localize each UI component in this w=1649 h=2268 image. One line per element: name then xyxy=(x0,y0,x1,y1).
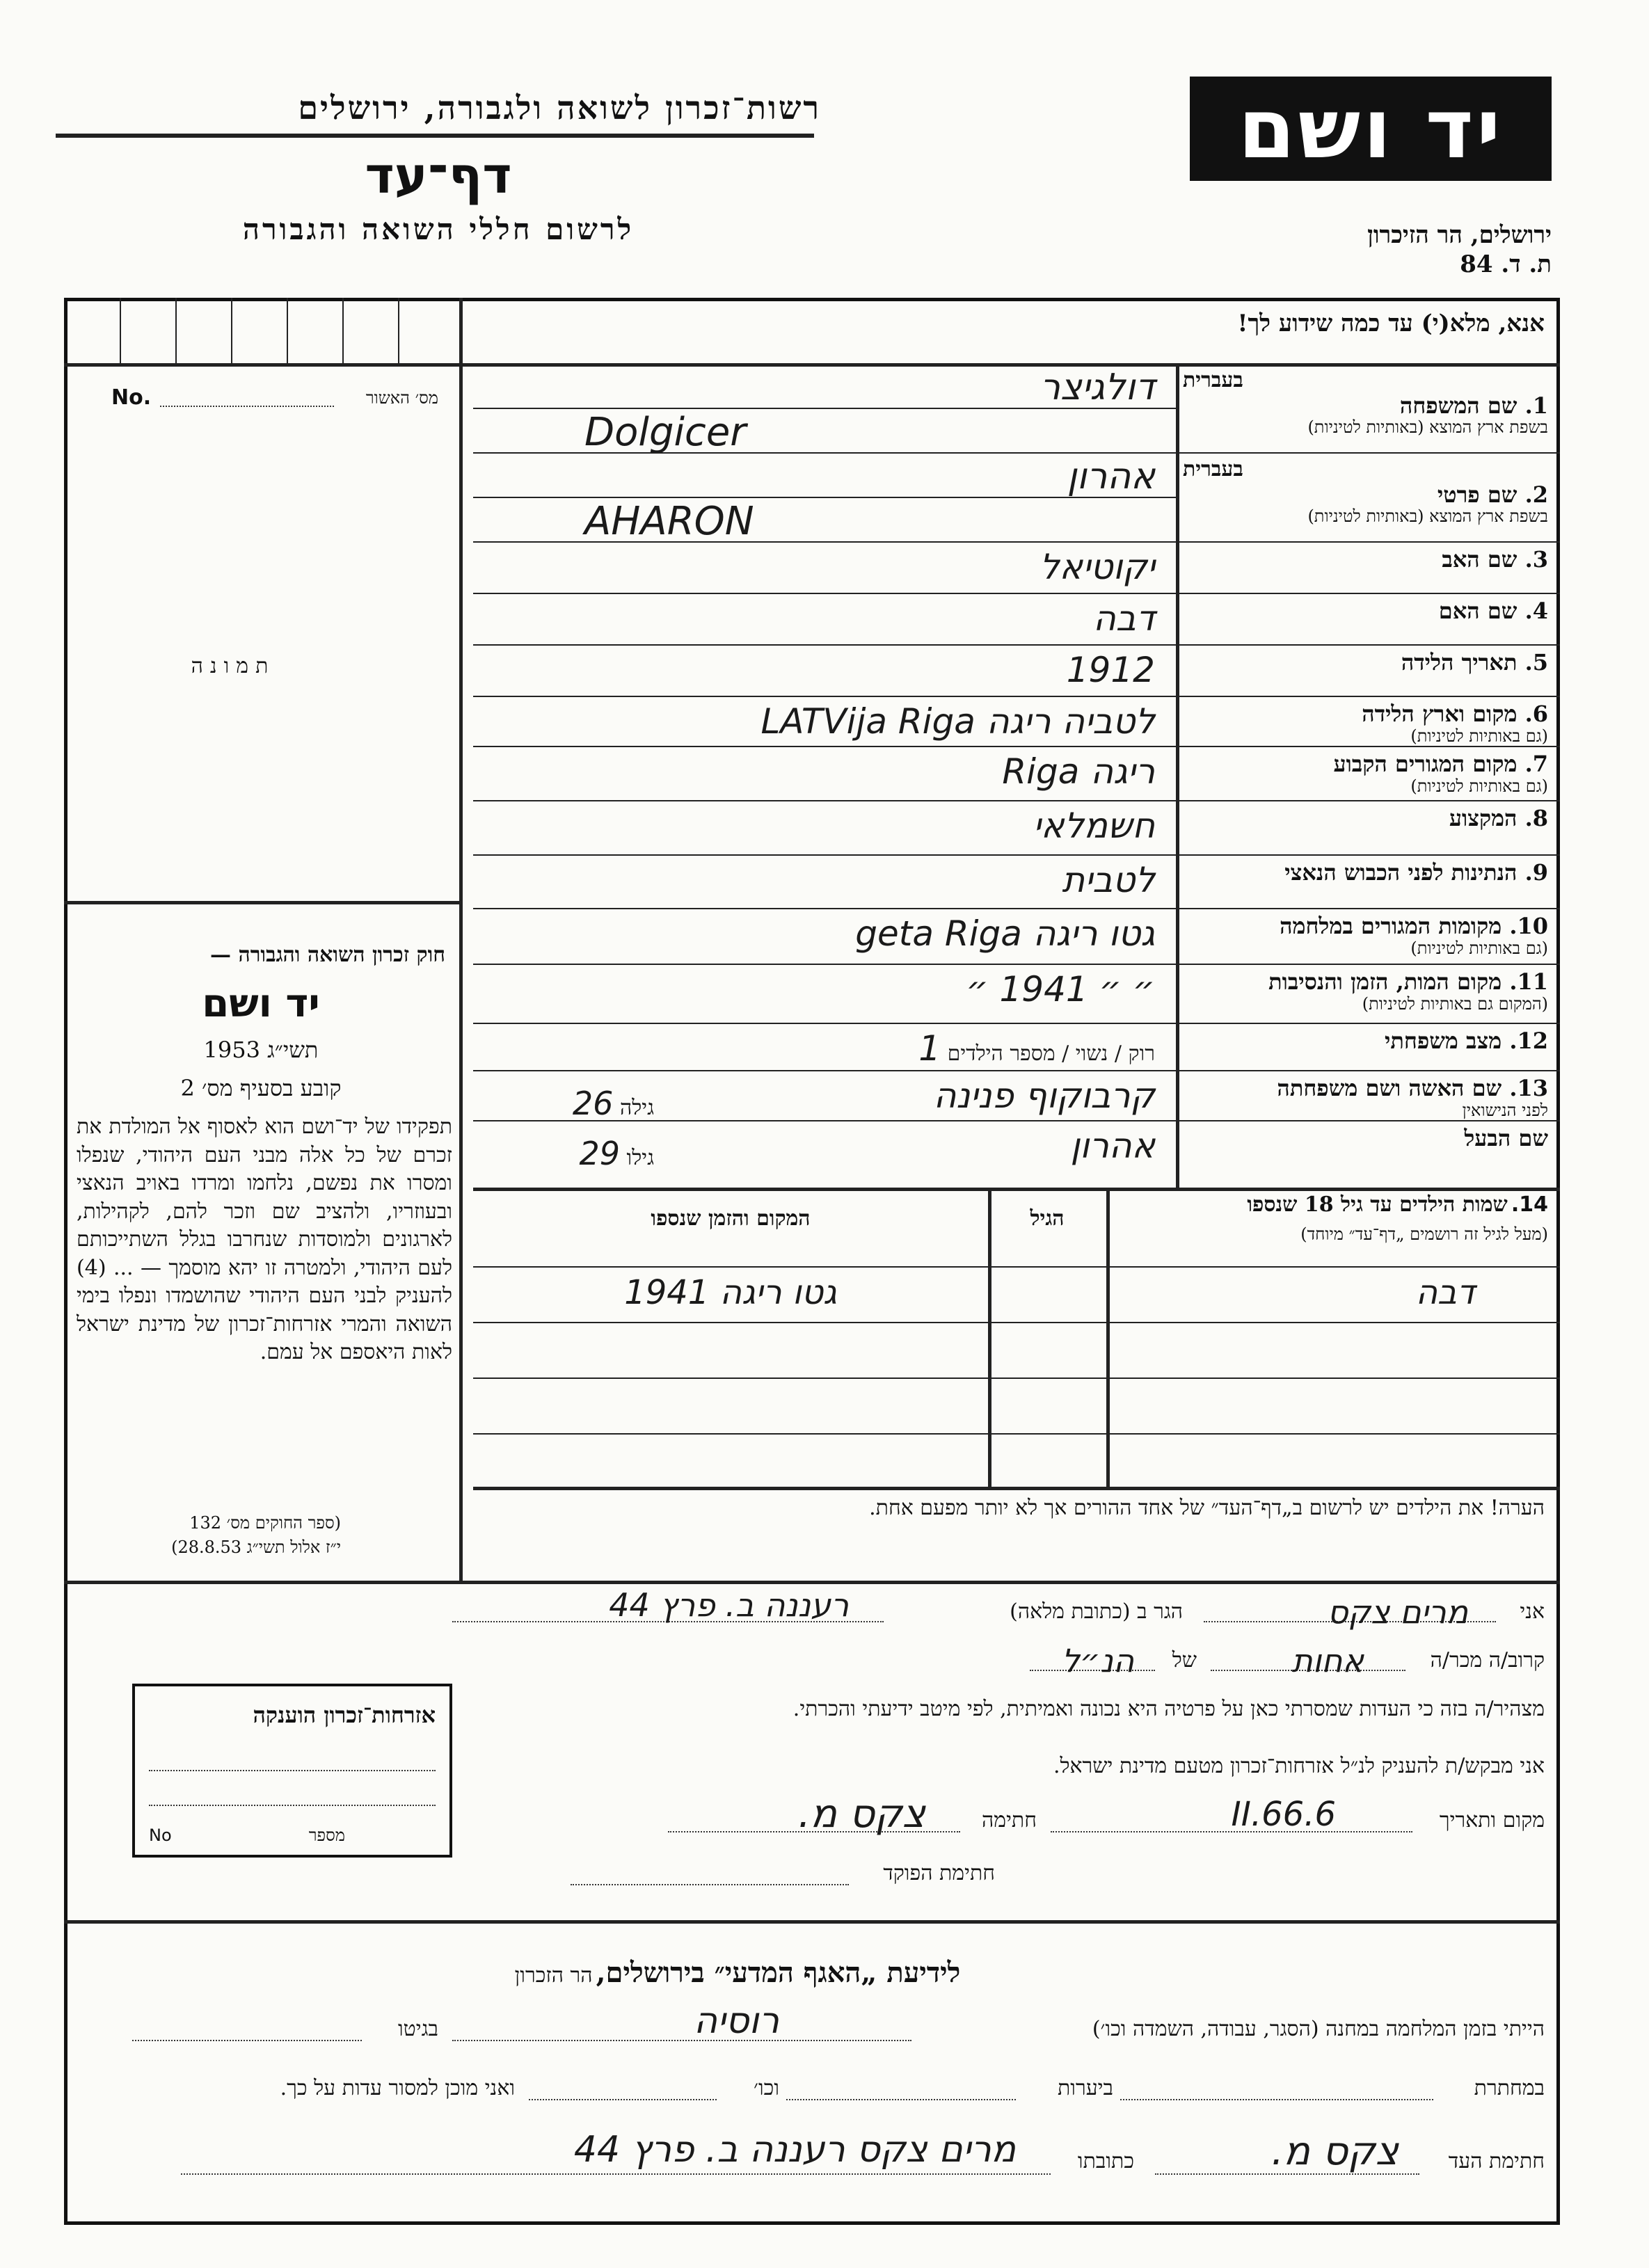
witness-address[interactable]: רעננה ב. פרץ 44 xyxy=(609,1586,849,1624)
field-tag: בעברית xyxy=(1183,457,1243,481)
label-row-separator xyxy=(1176,696,1560,697)
child-place[interactable]: גטו ריגה 1941 xyxy=(624,1273,837,1312)
field-value-10[interactable]: גטו ריגה geta Riga xyxy=(855,913,1155,954)
science-line-2: במחתרת ביערות וכו׳ ואני מוכן למסור עדות על כך. xyxy=(280,2076,1545,2100)
form-subtitle: לרשום חללי השואה והגבורה xyxy=(242,212,635,246)
label-row-separator xyxy=(1176,800,1560,801)
field-tag: בעברית xyxy=(1183,368,1243,392)
field-label-text: 7. מקום המגורים הקבוע xyxy=(1333,751,1548,777)
instruction: אנא, מלא(י) עד כמה שידוע לך! xyxy=(1237,310,1545,337)
children-sub: (מעל לגיל זה רושמים „דף־עד״ מיוחד) xyxy=(1300,1224,1548,1244)
value-row-separator xyxy=(473,1120,1176,1121)
field-label-4 xyxy=(1183,598,1548,624)
science-title: לידיעת „האגף המדעי״ בירושלים, הר הזכרון xyxy=(514,1956,961,1989)
law-ref-2: י״ז אלול תשי״ג 28.8.53) xyxy=(171,1538,341,1557)
label-row-separator xyxy=(1176,452,1560,454)
field-value-14[interactable]: אהרון xyxy=(1070,1126,1155,1166)
field-label-text: 6. מקום וארץ הלידה xyxy=(1362,701,1548,727)
field-label-text: 5. תאריך הלידה xyxy=(1401,649,1548,676)
children-row-separator xyxy=(473,1433,1560,1435)
field-label-text: 1. שם המשפחה xyxy=(1399,392,1548,419)
camp-value[interactable]: רוסיה xyxy=(694,2000,779,2042)
field-value-latin-1[interactable]: Dolgicer xyxy=(584,410,747,455)
field-value-5[interactable]: 1912 xyxy=(1066,650,1155,690)
value-row-separator xyxy=(473,746,1176,747)
witness-request: אני מבקש/ת להעניק לנ״ל אזרחות־זכרון מטעם מדינת ישראל. xyxy=(1053,1754,1545,1778)
label-column-divider xyxy=(1176,363,1179,1188)
value-row-separator xyxy=(473,644,1176,646)
value-row-separator xyxy=(473,854,1176,856)
value-row-separator xyxy=(473,1023,1176,1024)
law-name: יד ושם xyxy=(202,981,320,1026)
law-title: חוק זכרון השואה והגבורה — xyxy=(210,943,445,967)
label-row-separator xyxy=(1176,644,1560,646)
label-row-separator xyxy=(1176,541,1560,543)
value-row-separator xyxy=(473,1070,1176,1071)
photo-placeholder: תמונה xyxy=(191,654,276,678)
yad-vashem-logo: יד ושם xyxy=(1190,77,1552,181)
field-label-text: 11. מקום המות, הזמן והנסיבות xyxy=(1268,968,1548,995)
field-value-3[interactable]: יקוטיאל xyxy=(1039,547,1155,587)
age-field xyxy=(487,1135,654,1172)
value-row-separator xyxy=(473,593,1176,594)
age-field xyxy=(487,1085,654,1122)
reg-no-row xyxy=(111,386,438,414)
value-row-separator xyxy=(473,541,1176,543)
witness-address-2[interactable]: מרים צקס רעננה ב. פרץ 44 xyxy=(573,2129,1016,2171)
marital-options: רוק / נשוי / מספר הילדים xyxy=(941,1041,1155,1066)
field-value-7[interactable]: ריגה Riga xyxy=(1002,751,1155,792)
value-row-separator xyxy=(473,696,1176,697)
label-row-separator xyxy=(1176,964,1560,965)
field-label-text: 10. מקומות המגורים במלחמה xyxy=(1280,913,1548,939)
field-label-sub: לפני הנישואין xyxy=(1462,1100,1548,1120)
law-ref-1: (ספר החוקים מס׳ 132 xyxy=(189,1513,341,1533)
note-top-line xyxy=(473,1487,1560,1490)
reg-no-prefix: No. xyxy=(111,385,152,410)
field-value-hebrew-2[interactable]: אהרון xyxy=(1067,456,1155,497)
witness-line-2: קרוב/ה מכר/ה אחות של הנ״ל xyxy=(77,1642,1545,1684)
field-value-latin-2[interactable]: AHARON xyxy=(584,499,754,544)
field-value-11[interactable]: ״ ״ 1941 ״ xyxy=(966,969,1155,1009)
field-value-13[interactable]: קרבוקוף פנינה xyxy=(933,1076,1155,1116)
instruction-divider xyxy=(459,298,463,363)
witness-date[interactable]: 6.II.66 xyxy=(1231,1795,1336,1834)
witness-declaration: מצהיר/ה בזה כי העדות שמסרתי כאן על פרטיה היא נכונה ואמיתית, לפי מיטב ידיעתי והכרתי. xyxy=(792,1697,1545,1721)
field-label-sub: (המקום גם באותיות לטיניות) xyxy=(1362,993,1548,1014)
label-row-separator xyxy=(1176,593,1560,594)
field-value-4[interactable]: דבה xyxy=(1093,598,1155,639)
children-count[interactable]: 1 xyxy=(918,1028,941,1069)
value-row-separator xyxy=(473,964,1176,965)
witness-line-sign: מקום ותאריך 6.II.66 חתימה צקס מ. xyxy=(77,1795,1545,1844)
field-label-text: שם הבעל xyxy=(1464,1125,1548,1151)
form-title: דף־עד xyxy=(365,146,512,205)
label-row-separator xyxy=(1176,854,1560,856)
left-panel-divider xyxy=(459,363,463,1581)
field-label-14 xyxy=(1183,1126,1548,1151)
children-age-divider xyxy=(988,1188,991,1487)
field-label-13 xyxy=(1183,1076,1548,1120)
witness-relation[interactable]: אחות xyxy=(1291,1642,1364,1679)
authority-title: רשות־זכרון לשואה ולגבורה, ירושלים xyxy=(298,89,821,127)
witness-name[interactable]: מרים צקס xyxy=(1327,1593,1468,1631)
field-value-8[interactable]: חשמלאי xyxy=(1033,806,1155,846)
authority-underline xyxy=(56,134,814,138)
age-value[interactable]: 26 xyxy=(572,1085,614,1122)
citizenship-no-prefix: No xyxy=(149,1826,172,1845)
witness-sig-2[interactable]: צקס מ. xyxy=(1271,2129,1399,2174)
field-label-12 xyxy=(1183,1028,1548,1054)
field-label-text: 8. המקצוע xyxy=(1449,805,1548,831)
field-label-text: 2. שם פרטי xyxy=(1437,481,1548,508)
field-value-6[interactable]: לטביה ריגה LATVija Riga xyxy=(760,701,1155,742)
citizenship-box-title: אזרחות־זכרון הוענקה xyxy=(253,1702,436,1728)
age-label: גילו xyxy=(619,1146,654,1170)
law-year: תשי״ג 1953 xyxy=(203,1037,319,1063)
children-place-header: המקום והזמן שנספו xyxy=(651,1206,811,1231)
field-label-8 xyxy=(1183,806,1548,831)
field-value-9[interactable]: לטבית xyxy=(1062,860,1155,900)
law-clause: קובע בסעיף מס׳ 2 xyxy=(180,1075,342,1101)
field-label-sub: (גם באותיות לטיניות) xyxy=(1410,726,1548,746)
children-age-header: הגיל xyxy=(1030,1206,1065,1231)
reg-no-field[interactable] xyxy=(160,406,334,407)
reg-no-label: מס׳ האשור xyxy=(365,388,438,408)
value-row-separator xyxy=(473,452,1176,454)
field-label-text: 9. הנתינות לפני הכבוש הנאצי xyxy=(1284,859,1548,886)
label-row-separator xyxy=(1176,1070,1560,1071)
officer-line: חתימת הפוקד xyxy=(77,1858,1545,1892)
science-line-1: הייתי בזמן המלחמה במחנה (הסגר, עבודה, השמדה וכו׳) רוסיה בגיטו xyxy=(77,2004,1545,2052)
field-label-2 xyxy=(1183,458,1548,527)
field-label-text: 3. שם האב xyxy=(1442,546,1548,573)
field-label-9 xyxy=(1183,860,1548,886)
law-text: תפקידו של יד־ושם הוא לאסוף אל המולדת את זכרם של כל אלה מבני העם היהודי, שנפלו ומסרו את נפשם, נלחמו ומרדו באויב הנאצי ובעוזריו, ולהציב שם וזכר להם, לקהילות, לארגונים ולמוסדות שנחרבו בגלל השתייכותם לעם היהודי, ולמטרה זו יהא מוסמך — ... (4) להעניק לבני העם היהודי שהושמדו ונפלו בימי השואה והמרי אזרחות־זכרון של מדינת ישראל לאות היאספם אל עמם. xyxy=(77,1115,452,1364)
witness-signature[interactable]: צקס מ. xyxy=(798,1791,925,1837)
witness-of[interactable]: הנ״ל xyxy=(1061,1642,1134,1679)
field-label-5 xyxy=(1183,650,1548,676)
value-row-separator xyxy=(473,908,1176,909)
po-box: ת. ד. 84 xyxy=(1460,250,1552,278)
label-row-separator xyxy=(1176,908,1560,909)
label-row-separator xyxy=(1176,1023,1560,1024)
field-label-3 xyxy=(1183,547,1548,573)
field-label-text: 12. מצב משפחתי xyxy=(1385,1028,1548,1054)
science-line-3: חתימת העד צקס מ. כתובתו מרים צקס רעננה ב. פרץ 44 xyxy=(77,2129,1545,2185)
field-label-text: 13. שם האשה ושם משפחתה xyxy=(1277,1075,1548,1101)
field-label-sub: (גם באותיות לטיניות) xyxy=(1410,776,1548,796)
photo-bottom-line xyxy=(64,901,459,904)
children-name-divider xyxy=(1106,1188,1110,1487)
field-value-hebrew-1[interactable]: דולגיצר xyxy=(1039,367,1155,408)
field-label-sub: בשפת ארץ המוצא (באותיות לטיניות) xyxy=(1307,506,1548,527)
field-label-sub: בשפת ארץ המוצא (באותיות לטיניות) xyxy=(1307,417,1548,438)
age-label: גילה xyxy=(613,1096,654,1120)
children-label: 14. שמות הילדים עד גיל 18 שנספו xyxy=(1247,1192,1548,1217)
child-name[interactable]: דבה xyxy=(1415,1273,1475,1312)
field-value-12[interactable] xyxy=(487,1028,1155,1069)
witness-line-1: אני מרים צקס הגר ב (כתובת מלאה) רעננה ב. פרץ 44 xyxy=(77,1593,1545,1635)
note-bottom-line xyxy=(64,1581,1560,1584)
field-label-text: 4. שם האם xyxy=(1438,598,1548,624)
field-label-6 xyxy=(1183,701,1548,746)
citizenship-no-label: מספר xyxy=(308,1826,345,1845)
note-text: הערה! את הילדים יש לרשום ב„דף־העד״ של אחד ההורים אך לא יותר מפעם אחת. xyxy=(869,1496,1545,1520)
field-label-sub: (גם באותיות לטיניות) xyxy=(1410,938,1548,958)
children-row-separator xyxy=(473,1377,1560,1379)
age-value[interactable]: 29 xyxy=(579,1135,620,1172)
field-label-11 xyxy=(1183,969,1548,1014)
field-label-7 xyxy=(1183,751,1548,796)
address-line: ירושלים, הר הזיכרון xyxy=(1367,221,1552,249)
field-label-1 xyxy=(1183,369,1548,438)
value-row-separator xyxy=(473,800,1176,801)
science-top-line xyxy=(64,1920,1560,1924)
field-label-10 xyxy=(1183,913,1548,958)
children-top-line xyxy=(473,1188,1560,1191)
children-row-separator xyxy=(473,1322,1560,1323)
